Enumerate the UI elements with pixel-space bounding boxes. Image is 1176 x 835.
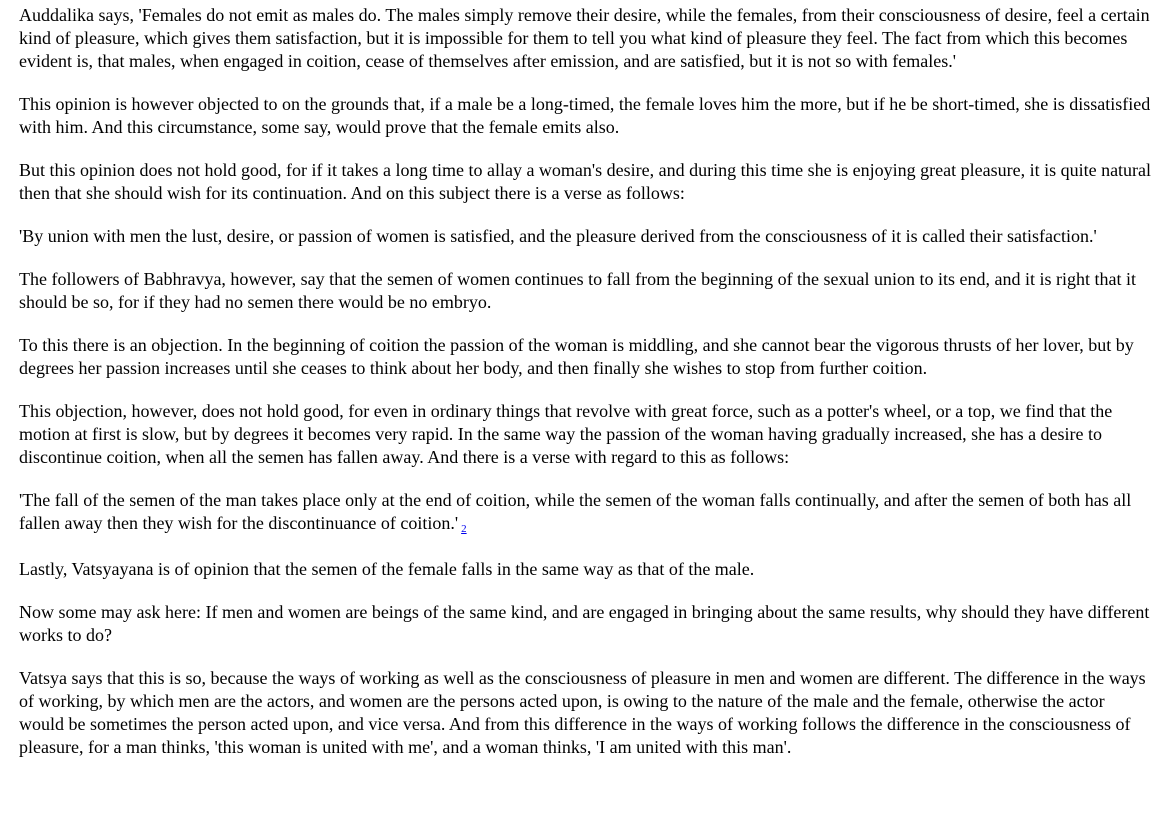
paragraph: Vatsya says that this is so, because the ways of working as well as the consciousness of pleasure in men and women are different. The difference in the ways of working, by which men are the actors, and women are the persons acted upon, is owing to the nature of the male and the female, otherwise the actor would be sometimes the person acted upon, and vice versa. And from this difference in the ways of working follows the difference in the consciousness of pleasure, for a man thinks, 'this woman is united with me', and a woman thinks, 'I am united with this man'. [19, 668, 1146, 757]
paragraph: Auddalika says, 'Females do not emit as males do. The males simply remove their desire, while the females, from their consciousness of desire, feel a certain kind of pleasure, which gives them satisfaction, but it is impossible for them to tell you what kind of pleasure they feel. The fact from which this becomes evident is, that males, when engaged in coition, cease of themselves after emission, and are satisfied, but it is not so with females.' [19, 5, 1150, 71]
paragraph: Now some may ask here: If men and women are beings of the same kind, and are engaged in bringing about the same results, why should they have different works to do? [19, 602, 1150, 645]
paragraph: But this opinion does not hold good, for if it takes a long time to allay a woman's desire, and during this time she is enjoying great pleasure, it is quite natural then that she should wish for its continuation. And on this subject there is a verse as follows: [19, 160, 1152, 203]
paragraph: To this there is an objection. In the beginning of coition the passion of the woman is middling, and she cannot bear the vigorous thrusts of her lover, but by degrees her passion increases until she ceases to think about her body, and then finally she wishes to stop from further coition. [19, 335, 1134, 378]
paragraph: The followers of Babhravya, however, say that the semen of women continues to fall from the beginning of the sexual union to its end, and it is right that it should be so, for if they had no semen there would be no embryo. [19, 269, 1137, 312]
footnote-link[interactable]: 2 [461, 523, 467, 535]
paragraph: Lastly, Vatsyayana is of opinion that the semen of the female falls in the same way as that of the male. [19, 559, 755, 579]
verse-paragraph: 'By union with men the lust, desire, or passion of women is satisfied, and the pleasure derived from the consciousness of it is called their satisfaction.' [19, 226, 1097, 246]
verse-paragraph-with-note [19, 489, 1152, 538]
verse-text: 'The fall of the semen of the man takes place only at the end of coition, while the semen of the woman falls continually, and after the semen of both has all fallen away then they wish for the discontinuance of coition.' [19, 490, 1132, 533]
paragraph: This objection, however, does not hold good, for even in ordinary things that revolve with great force, such as a potter's wheel, or a top, we find that the motion at first is slow, but by degrees it becomes very rapid. In the same way the passion of the woman having gradually increased, she has a desire to discontinue coition, when all the semen has fallen away. And there is a verse with regard to this as follows: [19, 401, 1113, 467]
paragraph: This opinion is however objected to on the grounds that, if a male be a long-timed, the female loves him the more, but if he be short-timed, she is dissatisfied with him. And this circumstance, some say, would prove that the female emits also. [19, 94, 1151, 137]
